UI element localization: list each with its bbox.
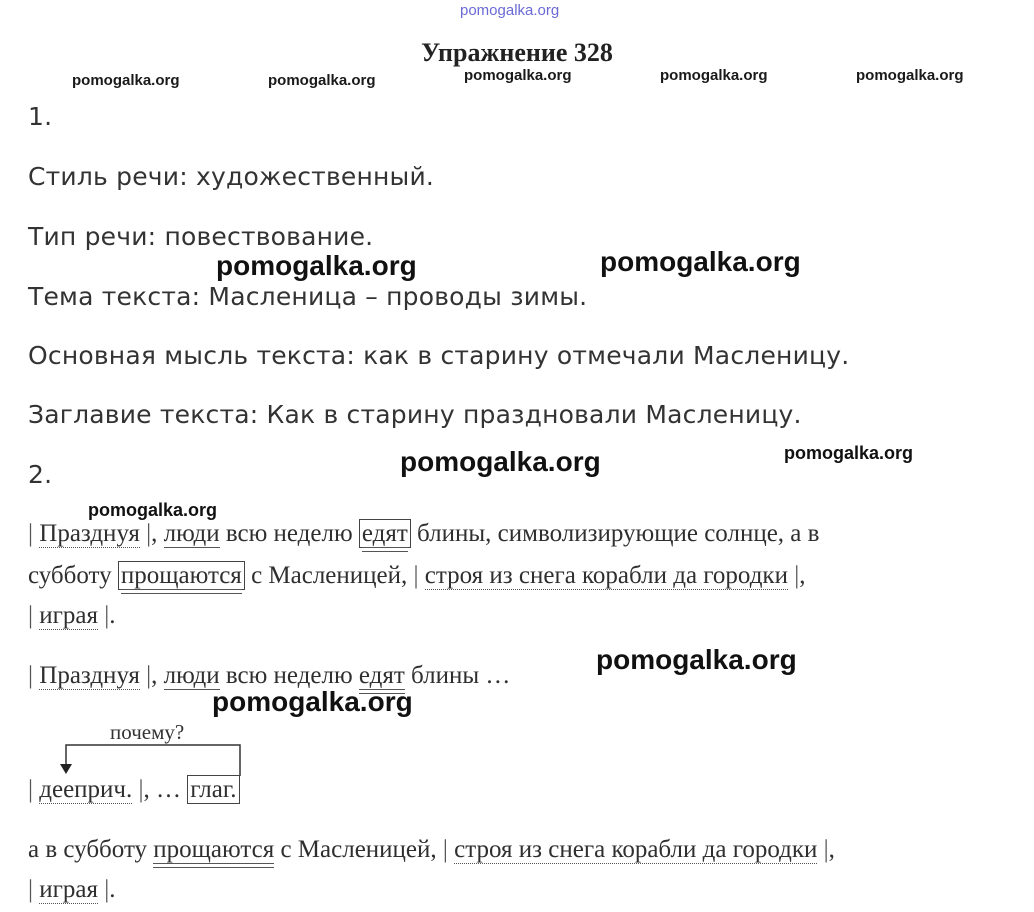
text: а в субботу <box>28 836 154 863</box>
comma: , <box>151 520 158 547</box>
gerund-phrase-stroya: строя из снега корабли да городки <box>424 562 788 589</box>
idea-line: Основная мысль текста: как в старину отмечали Масленицу. <box>28 341 850 370</box>
bar: | <box>413 562 419 589</box>
text: . <box>109 876 116 903</box>
comma: , <box>151 662 158 689</box>
theme-line: Тема текста: Масленица – проводы зимы. <box>28 282 588 311</box>
predicate-edyat: едят <box>361 520 408 547</box>
sentence-1-line-2 <box>28 562 805 590</box>
section-1-number: 1. <box>28 102 53 131</box>
section-2-number: 2. <box>28 460 53 489</box>
predicate-edyat: едят <box>358 662 405 689</box>
subject-lyudi: люди <box>163 520 220 547</box>
watermark-10: pomogalka.org <box>88 500 218 520</box>
watermark-7: pomogalka.org <box>600 246 801 277</box>
heading-line: Заглавие текста: Как в старину праздновали Масленицу. <box>28 400 802 429</box>
text: , <box>828 836 835 863</box>
text: с Масленицей, <box>244 562 414 589</box>
bar: | <box>794 562 800 589</box>
bar: | <box>104 876 110 903</box>
text: всю неделю <box>219 662 359 689</box>
bar: | <box>28 776 34 803</box>
watermark-1: pomogalka.org <box>72 72 180 89</box>
watermark-2: pomogalka.org <box>268 72 376 89</box>
sentence-1-line-1 <box>28 520 819 548</box>
gerund-prazdnuya: Празднуя <box>39 520 140 547</box>
text: всю неделю <box>219 520 359 547</box>
scheme-dots: , … <box>143 776 182 803</box>
watermark-3: pomogalka.org <box>464 67 572 84</box>
bar: | <box>28 662 34 689</box>
watermark-11: pomogalka.org <box>596 644 797 675</box>
predicate-proschayutsya: прощаются <box>120 562 242 589</box>
text: с Масленицей, <box>274 836 443 863</box>
gerund-igraya: играя <box>39 876 98 903</box>
watermark-5: pomogalka.org <box>856 67 964 84</box>
scheme-question: почему? <box>110 720 185 744</box>
text: блины … <box>404 662 511 689</box>
bar: | <box>823 836 829 863</box>
sentence-3-line-1 <box>28 836 835 864</box>
bar: | <box>28 602 34 629</box>
page-title: Упражнение 328 <box>421 38 613 67</box>
text: блины, символизирующие солнце, а в <box>410 520 820 547</box>
predicate-box-edyat <box>359 519 411 548</box>
watermark-9: pomogalka.org <box>784 443 914 463</box>
bar: | <box>104 602 110 629</box>
text: . <box>109 602 116 629</box>
bar: | <box>138 776 144 803</box>
watermark-8: pomogalka.org <box>400 446 601 477</box>
type-line: Тип речи: повествование. <box>28 222 374 251</box>
watermark-4: pomogalka.org <box>660 67 768 84</box>
bar: | <box>146 520 152 547</box>
predicate-box-proschayutsya <box>118 561 245 590</box>
predicate-proschayutsya: прощаются <box>153 836 275 863</box>
gerund-igraya: играя <box>39 602 98 629</box>
bar: | <box>146 662 152 689</box>
gerund-phrase-stroya: строя из снега корабли да городки <box>454 836 818 863</box>
sentence-1-line-3 <box>28 602 116 630</box>
bar: | <box>28 520 34 547</box>
sentence-2 <box>28 662 510 690</box>
bar: | <box>28 876 34 903</box>
text: субботу <box>28 562 118 589</box>
text: , <box>799 562 806 589</box>
gerund-prazdnuya: Празднуя <box>39 662 140 689</box>
scheme-glag-box <box>187 775 239 804</box>
sentence-3-line-2 <box>28 876 116 904</box>
watermark-12: pomogalka.org <box>212 686 413 717</box>
scheme-arrow <box>52 740 252 780</box>
bar: | <box>442 836 448 863</box>
scheme-deeprich: дееприч. <box>39 776 133 803</box>
watermark-top: pomogalka.org <box>460 2 560 19</box>
style-line: Стиль речи: художественный. <box>28 162 435 191</box>
watermark-6: pomogalka.org <box>216 250 417 281</box>
subject-lyudi: люди <box>163 662 220 689</box>
scheme-line <box>28 776 240 804</box>
scheme-glag: глаг. <box>190 776 237 803</box>
